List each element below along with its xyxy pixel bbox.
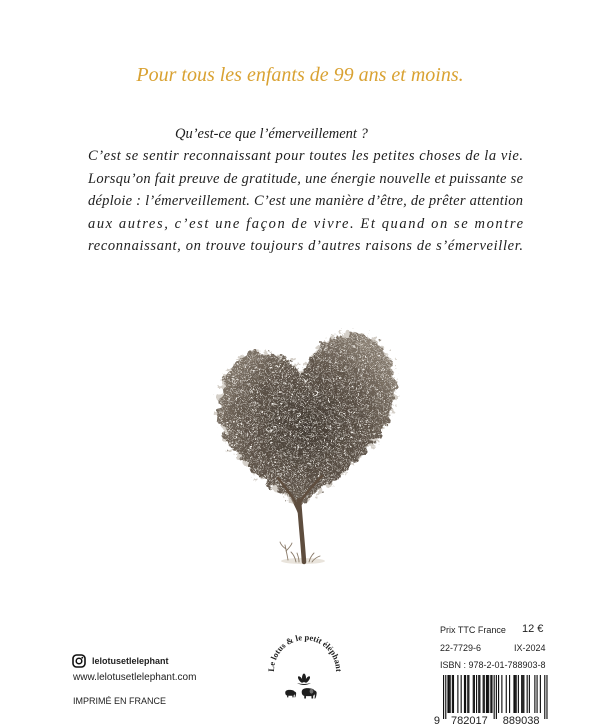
lotus-icon: [297, 674, 311, 686]
blurb-line: aux autres, c’est une façon de vivre. Et quand on se montre: [88, 216, 523, 232]
website-url: www.lelotusetlelephant.com: [73, 672, 197, 683]
barcode-bar: [537, 675, 538, 713]
barcode-guard-bar: [546, 675, 547, 719]
edition-code: IX-2024: [514, 643, 546, 653]
barcode-bar: [484, 675, 485, 713]
blurb-line: déploie : l’émerveillement. C’est une manière d’être, de prêter attention: [88, 193, 523, 209]
barcode-bar: [498, 675, 499, 713]
publisher-logo: [262, 628, 348, 712]
publisher-logo-arc-text: Le lotus & le petit éléphant: [265, 631, 345, 672]
barcode-guard-bar: [443, 675, 444, 719]
barcode-bar: [488, 675, 489, 713]
barcode-bar: [527, 675, 528, 713]
barcode-bar: [447, 675, 448, 713]
barcode-bar: [461, 675, 462, 713]
barcode-bar: [452, 675, 453, 713]
blurb-line: C’est se sentir reconnaissant pour toutes les petites choses de la vie.: [88, 148, 523, 164]
barcode-bar: [506, 675, 507, 713]
price-value: 12 €: [522, 623, 544, 635]
barcode-digits-left: 782017: [451, 715, 488, 727]
barcode-bar: [540, 675, 541, 713]
barcode-bar: [479, 675, 480, 713]
barcode-bar: [474, 675, 475, 713]
barcode-bar: [476, 675, 477, 713]
headline: Pour tous les enfants de 99 ans et moins.: [136, 64, 464, 86]
barcode-bar: [509, 675, 510, 713]
barcode-bar: [487, 675, 488, 713]
barcode-guard-bar: [544, 675, 545, 719]
instagram-icon: [72, 654, 86, 668]
blurb-text: [0, 110, 600, 270]
barcode-bar: [468, 675, 469, 713]
price-label: Prix TTC France: [440, 625, 506, 635]
barcode-bar: [534, 675, 535, 713]
barcode-bar: [450, 675, 451, 713]
blurb-question: Qu’est-ce que l’émerveillement ?: [175, 126, 368, 142]
heart-foliage: [210, 325, 405, 515]
barcode-bar: [467, 675, 468, 713]
barcode-guard-bar: [496, 675, 497, 719]
barcode-bar: [516, 675, 517, 713]
instagram-handle: lelotusetlelephant: [92, 656, 169, 666]
barcode-bar: [453, 675, 454, 713]
barcode-guard-bar: [494, 675, 495, 719]
barcode: [425, 670, 560, 727]
barcode-bar: [486, 675, 487, 713]
barcode-bar: [518, 675, 519, 713]
elephant-icon: [302, 688, 317, 698]
barcode-bar: [449, 675, 450, 713]
blurb-line: reconnaissant, on trouve toujours d’autres raisons de s’émerveiller.: [88, 238, 523, 254]
barcode-bar: [522, 675, 523, 713]
barcode-bar: [473, 675, 474, 713]
barcode-digit-first: 9: [433, 715, 440, 727]
heart-tree-illustration: [190, 315, 420, 570]
elephant-icon: [285, 690, 296, 698]
barcode-bar: [521, 675, 522, 713]
blurb-line: Lorsqu’on fait preuve de gratitude, une énergie nouvelle et puissante se: [88, 171, 523, 187]
barcode-bar: [465, 675, 466, 713]
barcode-bar: [501, 675, 502, 713]
barcode-guard-bar: [445, 675, 446, 719]
barcode-bar: [457, 675, 458, 713]
barcode-bar: [523, 675, 524, 713]
barcode-bar: [513, 675, 514, 713]
publisher-logo-text: [266, 632, 344, 672]
isbn-text: ISBN : 978-2-01-788903-8: [440, 660, 546, 670]
product-code: 22-7729-6: [440, 643, 482, 653]
barcode-bar: [478, 675, 479, 713]
printed-in-france: IMPRIMÉ EN FRANCE: [73, 696, 167, 706]
barcode-bar: [464, 675, 465, 713]
barcode-bar: [529, 675, 530, 713]
barcode-bars: [443, 675, 548, 719]
barcode-bar: [491, 675, 492, 713]
barcode-bar: [490, 675, 491, 713]
barcode-bar: [483, 675, 484, 713]
barcode-digits-right: 889038: [502, 715, 540, 727]
barcode-bar: [515, 675, 516, 713]
